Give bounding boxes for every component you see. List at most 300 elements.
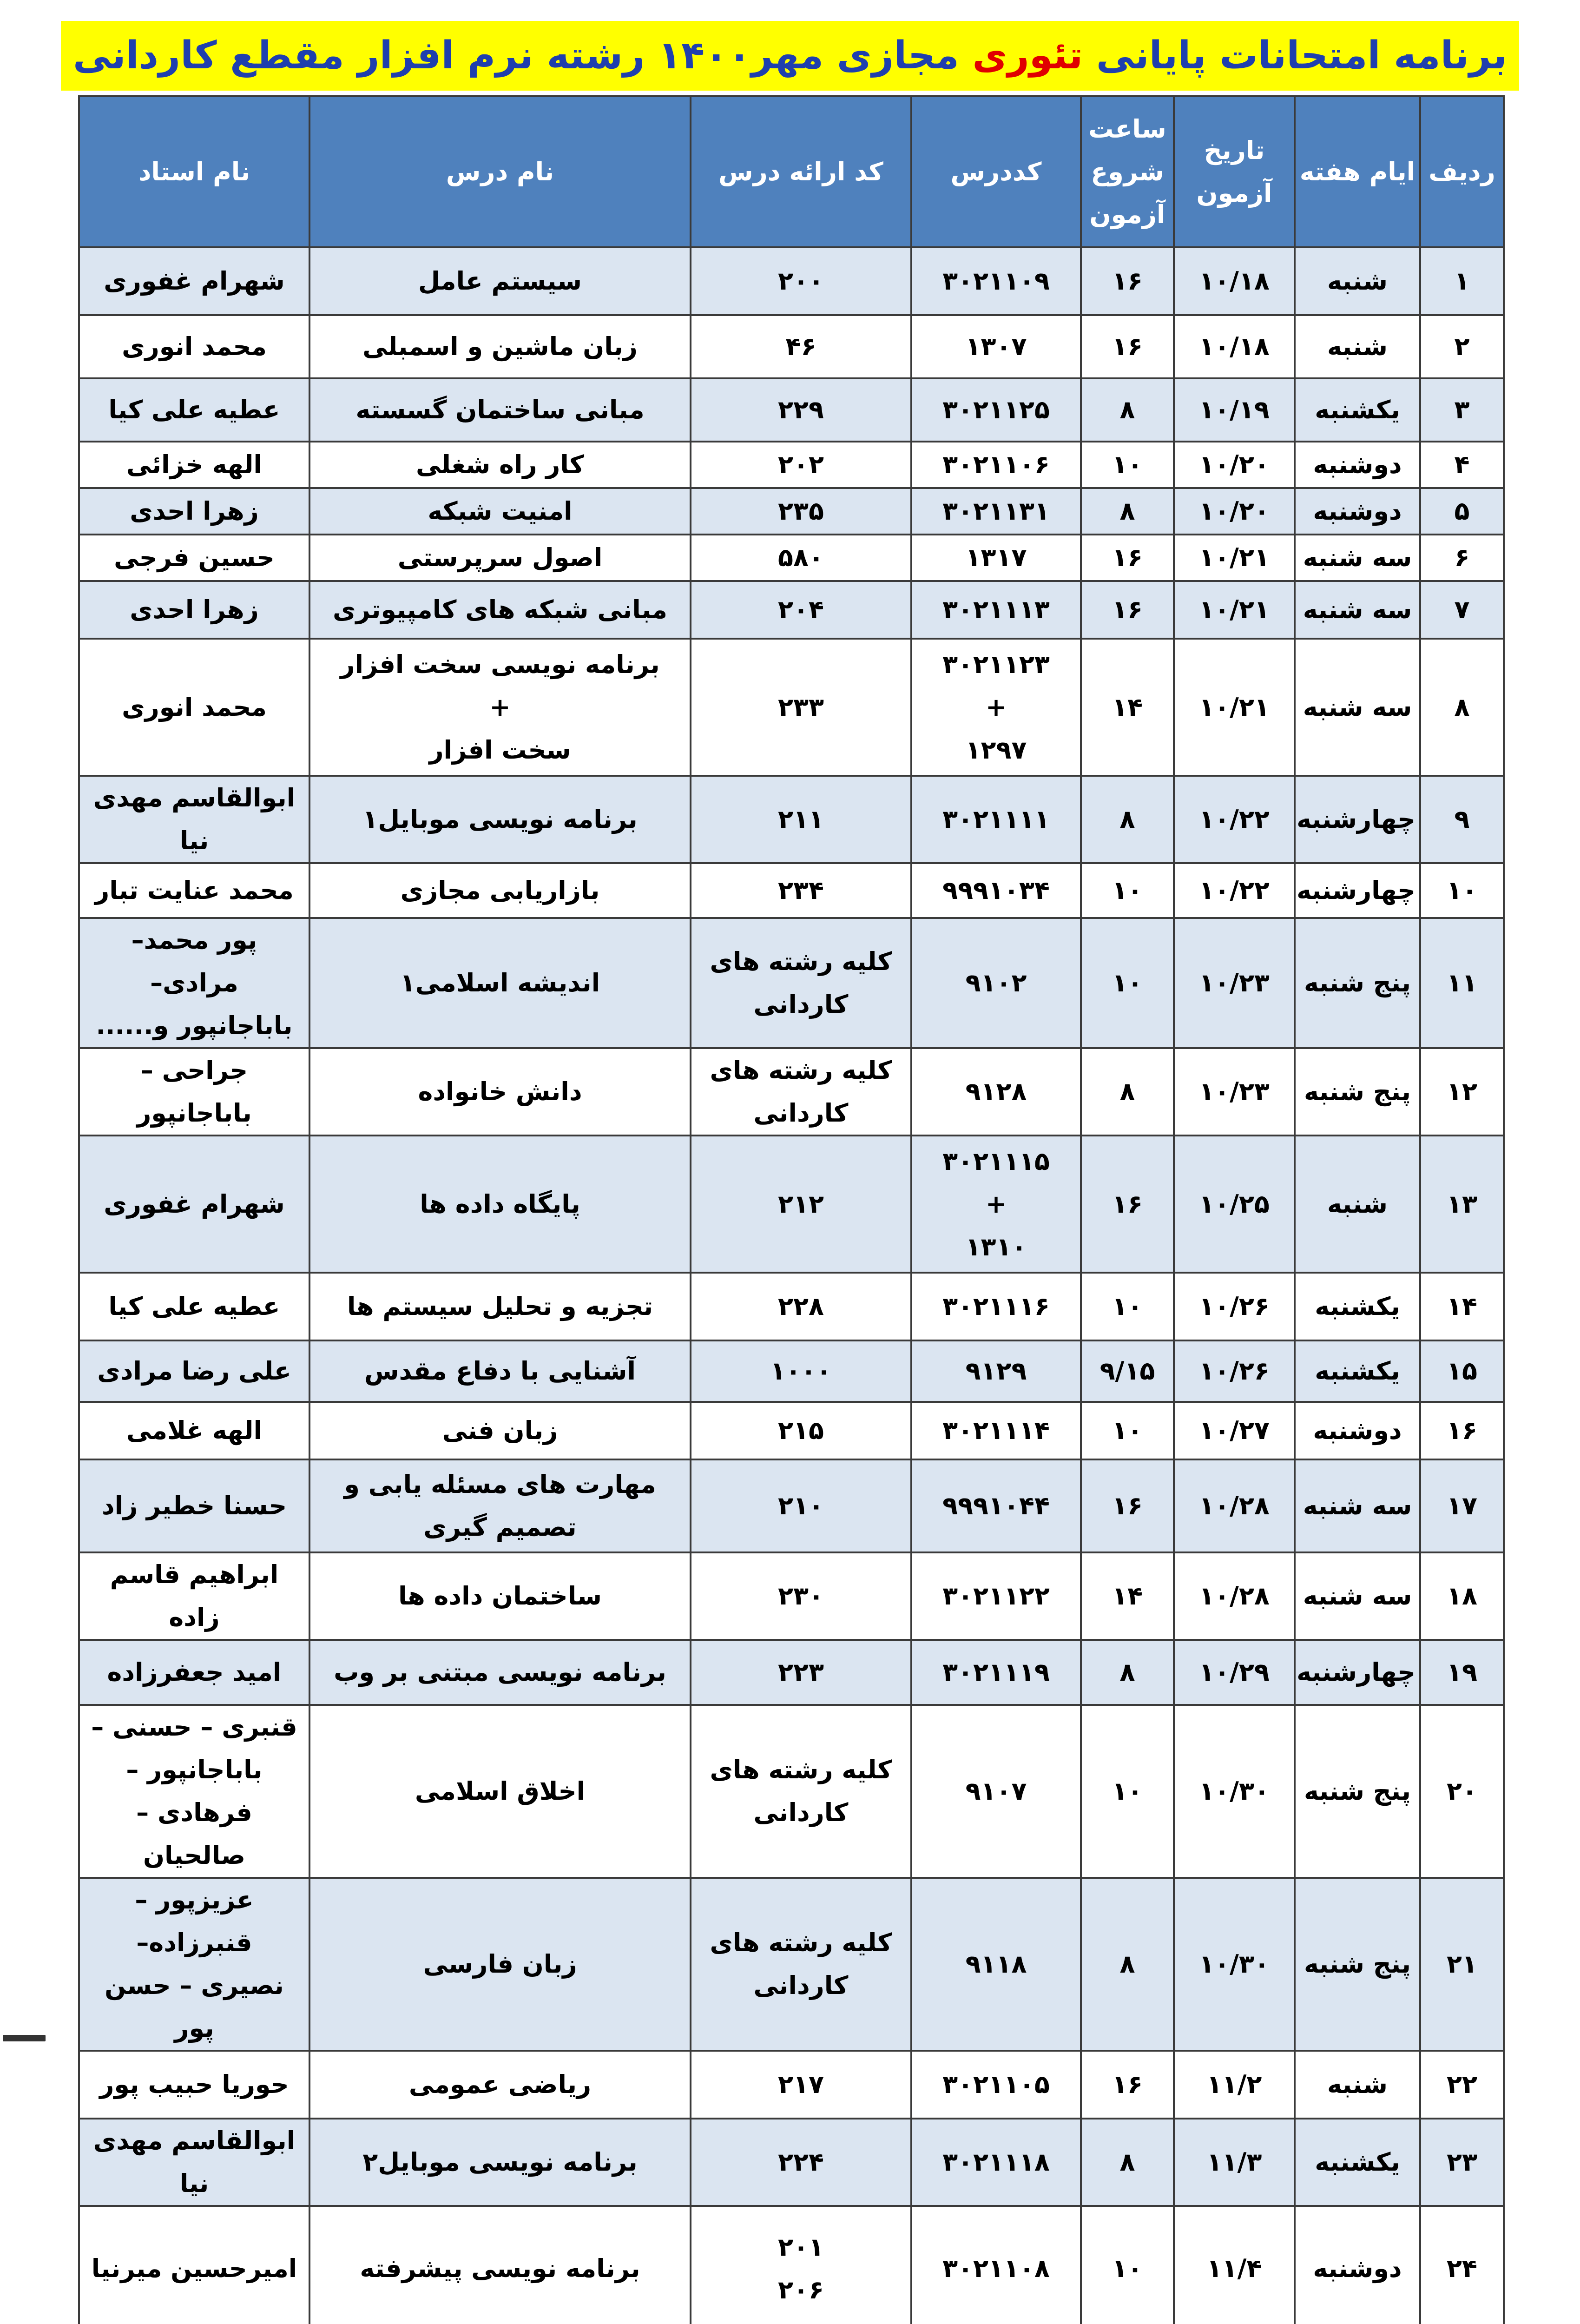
offer-code-cell bbox=[691, 488, 911, 535]
course-name-cell bbox=[309, 1878, 691, 2051]
day-cell: یکشنبه bbox=[1295, 1273, 1420, 1340]
time-cell: ۱۰ bbox=[1081, 1273, 1174, 1340]
course-name-cell-line: کار راه شغلی bbox=[415, 450, 585, 479]
title-part-2: مجازی مهر۱۴۰۰ رشته نرم افزار مقطع کاردانی bbox=[72, 33, 973, 78]
day-cell: دوشنبه bbox=[1295, 1402, 1420, 1459]
course-code-cell bbox=[911, 1136, 1081, 1273]
header-day: ایام هفته bbox=[1295, 96, 1420, 247]
teacher-cell bbox=[79, 315, 309, 378]
row-number-cell: ۴ bbox=[1420, 442, 1504, 488]
time-cell: ۱۶ bbox=[1081, 2051, 1174, 2119]
date-cell: ۱۱/۲ bbox=[1174, 2051, 1295, 2119]
course-code-cell-line: ۳۰۲۱۱۰۹ bbox=[942, 266, 1050, 296]
course-name-cell bbox=[309, 1640, 691, 1705]
course-name-cell-line: مبانی شبکه های کامپیوتری bbox=[333, 595, 667, 624]
row-number-cell: ۱۷ bbox=[1420, 1459, 1504, 1552]
course-code-cell-line: ۱۳۰۷ bbox=[965, 332, 1027, 361]
day-cell: دوشنبه bbox=[1295, 442, 1420, 488]
teacher-cell-line: الهه غلامی bbox=[126, 1416, 262, 1445]
teacher-cell-line: ابوالقاسم مهدی نیا bbox=[93, 2126, 296, 2198]
offer-code-cell-line: ۲۱۱ bbox=[778, 805, 824, 834]
course-code-cell bbox=[911, 1273, 1081, 1340]
offer-code-cell-line: ۲۰۶ bbox=[778, 2275, 824, 2304]
teacher-cell-line: ابراهیم قاسم زاده bbox=[110, 1560, 279, 1632]
time-cell: ۱۰ bbox=[1081, 918, 1174, 1048]
offer-code-cell bbox=[691, 776, 911, 863]
teacher-cell-line: شهرام غفوری bbox=[104, 266, 285, 296]
table-row bbox=[79, 1136, 1504, 1273]
course-name-cell bbox=[309, 1340, 691, 1402]
offer-code-cell-line: ۲۲۹ bbox=[778, 395, 824, 424]
time-cell: ۱۶ bbox=[1081, 535, 1174, 581]
teacher-cell bbox=[79, 1640, 309, 1705]
course-code-cell-line: ۱۲۹۷ bbox=[965, 735, 1027, 765]
row-number-cell: ۲۲ bbox=[1420, 2051, 1504, 2119]
time-cell: ۸ bbox=[1081, 2119, 1174, 2206]
row-number-cell: ۱۸ bbox=[1420, 1552, 1504, 1640]
table-row bbox=[79, 1459, 1504, 1552]
course-name-cell bbox=[309, 1552, 691, 1640]
course-code-cell bbox=[911, 442, 1081, 488]
course-code-cell-line: ۳۰۲۱۱۱۱ bbox=[942, 805, 1050, 834]
row-number-cell: ۷ bbox=[1420, 581, 1504, 639]
offer-code-cell bbox=[691, 1640, 911, 1705]
course-name-cell bbox=[309, 2051, 691, 2119]
course-code-cell bbox=[911, 535, 1081, 581]
day-cell: یکشنبه bbox=[1295, 2119, 1420, 2206]
time-cell: ۱۶ bbox=[1081, 247, 1174, 315]
offer-code-cell-line: کلیه رشته های کاردانی bbox=[710, 1056, 892, 1128]
course-name-cell bbox=[309, 247, 691, 315]
course-code-cell-line: ۳۰۲۱۱۱۶ bbox=[942, 1292, 1050, 1321]
course-name-cell bbox=[309, 535, 691, 581]
course-code-cell bbox=[911, 639, 1081, 776]
offer-code-cell bbox=[691, 863, 911, 918]
teacher-cell bbox=[79, 639, 309, 776]
course-name-cell bbox=[309, 639, 691, 776]
course-code-cell-line: ۳۰۲۱۱۱۴ bbox=[942, 1416, 1050, 1445]
date-cell: ۱۰/۲۸ bbox=[1174, 1552, 1295, 1640]
course-name-cell-line: سخت افزار bbox=[429, 735, 571, 765]
teacher-cell bbox=[79, 1459, 309, 1552]
table-row bbox=[79, 639, 1504, 776]
offer-code-cell-line: کلیه رشته های کاردانی bbox=[710, 947, 892, 1019]
teacher-cell bbox=[79, 378, 309, 442]
course-code-cell bbox=[911, 315, 1081, 378]
course-code-cell-line: ۹۱۱۸ bbox=[965, 1949, 1027, 1979]
course-name-cell bbox=[309, 488, 691, 535]
course-code-cell-line: ۹۱۲۹ bbox=[965, 1356, 1027, 1386]
date-cell: ۱۰/۲۱ bbox=[1174, 581, 1295, 639]
table-row bbox=[79, 1878, 1504, 2051]
header-date bbox=[1174, 96, 1295, 247]
date-cell: ۱۰/۲۰ bbox=[1174, 442, 1295, 488]
row-number-cell: ۱۱ bbox=[1420, 918, 1504, 1048]
course-name-cell-line: زبان فارسی bbox=[423, 1949, 577, 1979]
table-row bbox=[79, 2206, 1504, 2324]
course-code-cell bbox=[911, 1048, 1081, 1136]
course-name-cell bbox=[309, 1048, 691, 1136]
header-row-number: ردیف bbox=[1420, 96, 1504, 247]
header-teacher: نام استاد bbox=[79, 96, 309, 247]
row-number-cell: ۲ bbox=[1420, 315, 1504, 378]
title-part-1: برنامه امتحانات پایانی bbox=[1083, 33, 1508, 78]
course-code-cell bbox=[911, 1340, 1081, 1402]
teacher-cell bbox=[79, 247, 309, 315]
course-name-cell-line: مهارت های مسئله یابی و bbox=[344, 1470, 656, 1499]
offer-code-cell bbox=[691, 535, 911, 581]
offer-code-cell bbox=[691, 2119, 911, 2206]
course-code-cell-line: ۳۰۲۱۱۱۳ bbox=[942, 595, 1050, 624]
teacher-cell bbox=[79, 1273, 309, 1340]
day-cell: شنبه bbox=[1295, 2051, 1420, 2119]
course-name-cell-line: زبان فنی bbox=[442, 1416, 558, 1445]
course-code-cell-line: ۳۰۲۱۱۰۸ bbox=[942, 2254, 1050, 2283]
day-cell: چهارشنبه bbox=[1295, 863, 1420, 918]
offer-code-cell bbox=[691, 1459, 911, 1552]
offer-code-cell-line: ۴۶ bbox=[785, 332, 816, 361]
offer-code-cell-line: کلیه رشته های کاردانی bbox=[710, 1928, 892, 2000]
teacher-cell bbox=[79, 581, 309, 639]
course-name-cell bbox=[309, 1402, 691, 1459]
offer-code-cell bbox=[691, 639, 911, 776]
row-number-cell: ۱۳ bbox=[1420, 1136, 1504, 1273]
course-code-cell-line: ۳۰۲۱۱۲۳ bbox=[942, 649, 1050, 679]
teacher-cell-line: حسنا خطیر زاد bbox=[101, 1491, 287, 1520]
header-time-line: شروع bbox=[1091, 157, 1164, 186]
time-cell: ۸ bbox=[1081, 776, 1174, 863]
teacher-cell-line: پور محمد– مرادی– bbox=[131, 925, 257, 997]
course-code-cell-line: ۳۰۲۱۱۱۹ bbox=[942, 1657, 1050, 1687]
day-cell: پنج شنبه bbox=[1295, 1048, 1420, 1136]
course-code-cell-line: ۹۹۹۱۰۴۴ bbox=[942, 1491, 1050, 1520]
course-code-cell bbox=[911, 2119, 1081, 2206]
header-date-line: تاریخ bbox=[1204, 135, 1265, 165]
teacher-cell bbox=[79, 1402, 309, 1459]
offer-code-cell-line: ۲۰۴ bbox=[778, 595, 824, 624]
page-title bbox=[61, 21, 1519, 91]
offer-code-cell bbox=[691, 1705, 911, 1878]
table-row bbox=[79, 2119, 1504, 2206]
offer-code-cell-line: ۲۳۴ bbox=[778, 876, 824, 905]
course-name-cell-line: اندیشه اسلامی۱ bbox=[400, 968, 600, 997]
time-cell: ۱۶ bbox=[1081, 581, 1174, 639]
teacher-cell bbox=[79, 535, 309, 581]
course-code-cell-line: ۹۱۰۷ bbox=[965, 1776, 1027, 1806]
offer-code-cell bbox=[691, 1402, 911, 1459]
row-number-cell: ۱ bbox=[1420, 247, 1504, 315]
teacher-cell-line: الهه خزائی bbox=[126, 450, 262, 479]
teacher-cell-line: زهرا احدی bbox=[130, 496, 259, 526]
offer-code-cell-line: ۲۰۱ bbox=[778, 2232, 824, 2262]
offer-code-cell bbox=[691, 1273, 911, 1340]
teacher-cell-line: باباجانپور و...... bbox=[96, 1011, 293, 1040]
course-code-cell bbox=[911, 863, 1081, 918]
course-name-cell bbox=[309, 863, 691, 918]
time-cell: ۱۰ bbox=[1081, 1402, 1174, 1459]
header-date-line: آزمون bbox=[1196, 178, 1272, 208]
table-row bbox=[79, 488, 1504, 535]
date-cell: ۱۰/۱۸ bbox=[1174, 315, 1295, 378]
table-row bbox=[79, 2051, 1504, 2119]
course-code-cell-line: ۳۰۲۱۱۱۸ bbox=[942, 2147, 1050, 2177]
time-cell: ۱۶ bbox=[1081, 1136, 1174, 1273]
day-cell: چهارشنبه bbox=[1295, 1640, 1420, 1705]
teacher-cell bbox=[79, 863, 309, 918]
day-cell: سه شنبه bbox=[1295, 1552, 1420, 1640]
offer-code-cell bbox=[691, 442, 911, 488]
teacher-cell-line: امیرحسین میرنیا bbox=[91, 2254, 297, 2283]
table-row bbox=[79, 442, 1504, 488]
course-name-cell-line: + bbox=[489, 692, 511, 722]
teacher-cell-line: جراحی – باباجانپور bbox=[137, 1056, 252, 1128]
course-code-cell bbox=[911, 247, 1081, 315]
offer-code-cell-line: ۲۲۴ bbox=[778, 2147, 824, 2177]
course-name-cell-line: بازاریابی مجازی bbox=[400, 876, 600, 905]
title-wrap bbox=[0, 21, 1580, 91]
time-cell: ۸ bbox=[1081, 1878, 1174, 2051]
table-row bbox=[79, 378, 1504, 442]
teacher-cell-line: قنبری – حسنی – bbox=[91, 1712, 297, 1742]
offer-code-cell-line: ۲۱۵ bbox=[778, 1416, 824, 1445]
day-cell: چهارشنبه bbox=[1295, 776, 1420, 863]
header-time-line: آزمون bbox=[1089, 199, 1165, 229]
course-code-cell-line: ۳۰۲۱۱۲۵ bbox=[942, 395, 1050, 424]
day-cell: شنبه bbox=[1295, 315, 1420, 378]
teacher-cell-line: حسین فرجی bbox=[114, 543, 275, 572]
course-code-cell bbox=[911, 1878, 1081, 2051]
time-cell: ۸ bbox=[1081, 378, 1174, 442]
time-cell: ۸ bbox=[1081, 1048, 1174, 1136]
table-body bbox=[79, 247, 1504, 2324]
course-code-cell-line: ۹۱۰۲ bbox=[965, 968, 1027, 997]
row-number-cell: ۱۶ bbox=[1420, 1402, 1504, 1459]
offer-code-cell bbox=[691, 918, 911, 1048]
course-name-cell bbox=[309, 315, 691, 378]
teacher-cell-line: عطیه علی کیا bbox=[108, 1292, 280, 1321]
course-name-cell-line: ساختمان داده ها bbox=[398, 1581, 602, 1611]
course-code-cell-line: ۳۰۲۱۱۰۶ bbox=[942, 450, 1050, 479]
row-number-cell: ۵ bbox=[1420, 488, 1504, 535]
exam-schedule-table bbox=[78, 95, 1505, 2324]
offer-code-cell bbox=[691, 1136, 911, 1273]
course-name-cell bbox=[309, 1705, 691, 1878]
course-code-cell-line: ۹۱۲۸ bbox=[965, 1077, 1027, 1106]
course-code-cell bbox=[911, 1402, 1081, 1459]
row-number-cell: ۳ bbox=[1420, 378, 1504, 442]
course-code-cell-line: + bbox=[985, 1189, 1007, 1219]
offer-code-cell bbox=[691, 247, 911, 315]
date-cell: ۱۱/۴ bbox=[1174, 2206, 1295, 2324]
time-cell: ۱۶ bbox=[1081, 1459, 1174, 1552]
course-name-cell bbox=[309, 2119, 691, 2206]
course-name-cell-line: پایگاه داده ها bbox=[420, 1189, 580, 1219]
course-code-cell bbox=[911, 2206, 1081, 2324]
time-cell: ۸ bbox=[1081, 1640, 1174, 1705]
time-cell: ۱۰ bbox=[1081, 863, 1174, 918]
table-row bbox=[79, 1340, 1504, 1402]
teacher-cell bbox=[79, 1552, 309, 1640]
time-cell: ۱۰ bbox=[1081, 442, 1174, 488]
date-cell: ۱۰/۲۳ bbox=[1174, 1048, 1295, 1136]
row-number-cell: ۲۴ bbox=[1420, 2206, 1504, 2324]
date-cell: ۱۰/۲۰ bbox=[1174, 488, 1295, 535]
course-code-cell-line: ۳۰۲۱۱۰۵ bbox=[942, 2070, 1050, 2099]
row-number-cell: ۱۴ bbox=[1420, 1273, 1504, 1340]
offer-code-cell-line: ۲۲۸ bbox=[778, 1292, 824, 1321]
date-cell: ۱۰/۱۸ bbox=[1174, 247, 1295, 315]
teacher-cell-line: محمد عنایت تبار bbox=[95, 876, 294, 905]
course-name-cell bbox=[309, 1459, 691, 1552]
row-number-cell: ۹ bbox=[1420, 776, 1504, 863]
date-cell: ۱۰/۲۶ bbox=[1174, 1273, 1295, 1340]
table-row bbox=[79, 918, 1504, 1048]
offer-code-cell-line: ۲۳۳ bbox=[778, 692, 824, 722]
offer-code-cell-line: ۲۰۲ bbox=[778, 450, 824, 479]
row-number-cell: ۲۳ bbox=[1420, 2119, 1504, 2206]
course-code-cell bbox=[911, 378, 1081, 442]
offer-code-cell-line: ۲۱۲ bbox=[778, 1189, 824, 1219]
table-row bbox=[79, 776, 1504, 863]
course-name-cell-line: اصول سرپرستی bbox=[397, 543, 603, 572]
course-name-cell-line: سیستم عامل bbox=[418, 266, 582, 296]
header-offer-code: کد ارائه درس bbox=[691, 96, 911, 247]
date-cell: ۱۰/۲۷ bbox=[1174, 1402, 1295, 1459]
course-name-cell-line: زبان ماشین و اسمبلی bbox=[362, 332, 638, 361]
date-cell: ۱۰/۲۲ bbox=[1174, 776, 1295, 863]
header-time bbox=[1081, 96, 1174, 247]
course-name-cell bbox=[309, 2206, 691, 2324]
day-cell: یکشنبه bbox=[1295, 378, 1420, 442]
date-cell: ۱۰/۲۳ bbox=[1174, 918, 1295, 1048]
row-number-cell: ۲۱ bbox=[1420, 1878, 1504, 2051]
row-number-cell: ۱۲ bbox=[1420, 1048, 1504, 1136]
time-cell: ۹/۱۵ bbox=[1081, 1340, 1174, 1402]
row-number-cell: ۱۵ bbox=[1420, 1340, 1504, 1402]
row-number-cell: ۱۰ bbox=[1420, 863, 1504, 918]
teacher-cell-line: شهرام غفوری bbox=[104, 1189, 285, 1219]
time-cell: ۱۶ bbox=[1081, 315, 1174, 378]
course-name-cell-line: تصمیم گیری bbox=[423, 1512, 577, 1542]
offer-code-cell bbox=[691, 1552, 911, 1640]
teacher-cell-line: زهرا احدی bbox=[130, 595, 259, 624]
course-code-cell-line: ۱۳۱۰ bbox=[965, 1232, 1027, 1261]
teacher-cell bbox=[79, 2051, 309, 2119]
course-name-cell-line: دانش خانواده bbox=[418, 1077, 582, 1106]
course-name-cell bbox=[309, 918, 691, 1048]
day-cell: پنج شنبه bbox=[1295, 1878, 1420, 2051]
teacher-cell-line: نصیری – حسن پور bbox=[105, 1971, 284, 2043]
course-code-cell bbox=[911, 1552, 1081, 1640]
teacher-cell bbox=[79, 1878, 309, 2051]
row-number-cell: ۱۹ bbox=[1420, 1640, 1504, 1705]
teacher-cell bbox=[79, 918, 309, 1048]
time-cell: ۱۴ bbox=[1081, 1552, 1174, 1640]
header-time-line: ساعت bbox=[1088, 114, 1166, 144]
date-cell: ۱۰/۲۹ bbox=[1174, 1640, 1295, 1705]
course-name-cell-line: اخلاق اسلامی bbox=[415, 1776, 586, 1806]
table-row bbox=[79, 1640, 1504, 1705]
table-row bbox=[79, 863, 1504, 918]
day-cell: شنبه bbox=[1295, 247, 1420, 315]
course-code-cell-line: ۳۰۲۱۱۲۲ bbox=[942, 1581, 1050, 1611]
course-code-cell bbox=[911, 918, 1081, 1048]
teacher-cell bbox=[79, 1048, 309, 1136]
course-code-cell bbox=[911, 1640, 1081, 1705]
time-cell: ۱۰ bbox=[1081, 2206, 1174, 2324]
table-row bbox=[79, 1048, 1504, 1136]
table-row bbox=[79, 247, 1504, 315]
course-name-cell-line: امنیت شبکه bbox=[428, 496, 573, 526]
row-number-cell: ۶ bbox=[1420, 535, 1504, 581]
day-cell: سه شنبه bbox=[1295, 581, 1420, 639]
teacher-cell-line: باباجانپور – فرهادی – bbox=[126, 1755, 263, 1827]
day-cell: سه شنبه bbox=[1295, 535, 1420, 581]
course-code-cell-line: ۳۰۲۱۱۳۱ bbox=[942, 496, 1050, 526]
offer-code-cell-line: ۲۰۰ bbox=[778, 266, 824, 296]
date-cell: ۱۰/۳۰ bbox=[1174, 1878, 1295, 2051]
teacher-cell-line: امید جعفرزاده bbox=[107, 1657, 282, 1687]
teacher-cell-line: محمد انوری bbox=[122, 332, 267, 361]
course-name-cell-line: آشنایی با دفاع مقدس bbox=[364, 1356, 636, 1386]
course-name-cell-line: برنامه نویسی سخت افزار bbox=[340, 649, 660, 679]
course-code-cell-line: ۹۹۹۱۰۳۴ bbox=[942, 876, 1050, 905]
table-row bbox=[79, 581, 1504, 639]
offer-code-cell bbox=[691, 1048, 911, 1136]
row-number-cell: ۸ bbox=[1420, 639, 1504, 776]
day-cell: پنج شنبه bbox=[1295, 918, 1420, 1048]
day-cell: پنج شنبه bbox=[1295, 1705, 1420, 1878]
teacher-cell-line: عطیه علی کیا bbox=[108, 395, 280, 424]
course-name-cell-line: تجزیه و تحلیل سیستم ها bbox=[347, 1292, 653, 1321]
offer-code-cell-line: ۲۱۰ bbox=[778, 1491, 824, 1520]
teacher-cell bbox=[79, 488, 309, 535]
offer-code-cell bbox=[691, 2206, 911, 2324]
teacher-cell-line: حوریا حبیب پور bbox=[99, 2070, 289, 2099]
offer-code-cell bbox=[691, 1340, 911, 1402]
teacher-cell-line: محمد انوری bbox=[122, 692, 267, 722]
teacher-cell bbox=[79, 2206, 309, 2324]
time-cell: ۸ bbox=[1081, 488, 1174, 535]
table-row bbox=[79, 1402, 1504, 1459]
day-cell: یکشنبه bbox=[1295, 1340, 1420, 1402]
teacher-cell bbox=[79, 776, 309, 863]
course-code-cell bbox=[911, 776, 1081, 863]
course-name-cell-line: ریاضی عمومی bbox=[408, 2070, 592, 2099]
teacher-cell bbox=[79, 1705, 309, 1878]
offer-code-cell-line: ۲۲۳ bbox=[778, 1657, 824, 1687]
row-number-cell: ۲۰ bbox=[1420, 1705, 1504, 1878]
date-cell: ۱۰/۳۰ bbox=[1174, 1705, 1295, 1878]
course-code-cell bbox=[911, 1459, 1081, 1552]
teacher-cell bbox=[79, 442, 309, 488]
course-name-cell-line: برنامه نویسی موبایل۱ bbox=[362, 805, 638, 834]
title-highlight: تئوری bbox=[972, 33, 1083, 78]
course-code-cell-line: ۳۰۲۱۱۱۵ bbox=[942, 1146, 1050, 1176]
day-cell: شنبه bbox=[1295, 1136, 1420, 1273]
teacher-cell-line: عزیزپور – قنبرزاده– bbox=[135, 1885, 254, 1957]
date-cell: ۱۰/۲۵ bbox=[1174, 1136, 1295, 1273]
date-cell: ۱۰/۱۹ bbox=[1174, 378, 1295, 442]
course-code-cell bbox=[911, 581, 1081, 639]
header-course-name: نام درس bbox=[309, 96, 691, 247]
day-cell: سه شنبه bbox=[1295, 1459, 1420, 1552]
offer-code-cell-line: ۵۸۰ bbox=[778, 543, 824, 572]
offer-code-cell-line: ۱۰۰۰ bbox=[770, 1356, 832, 1386]
course-name-cell-line: برنامه نویسی پیشرفته bbox=[360, 2254, 640, 2283]
course-name-cell bbox=[309, 581, 691, 639]
teacher-cell bbox=[79, 2119, 309, 2206]
